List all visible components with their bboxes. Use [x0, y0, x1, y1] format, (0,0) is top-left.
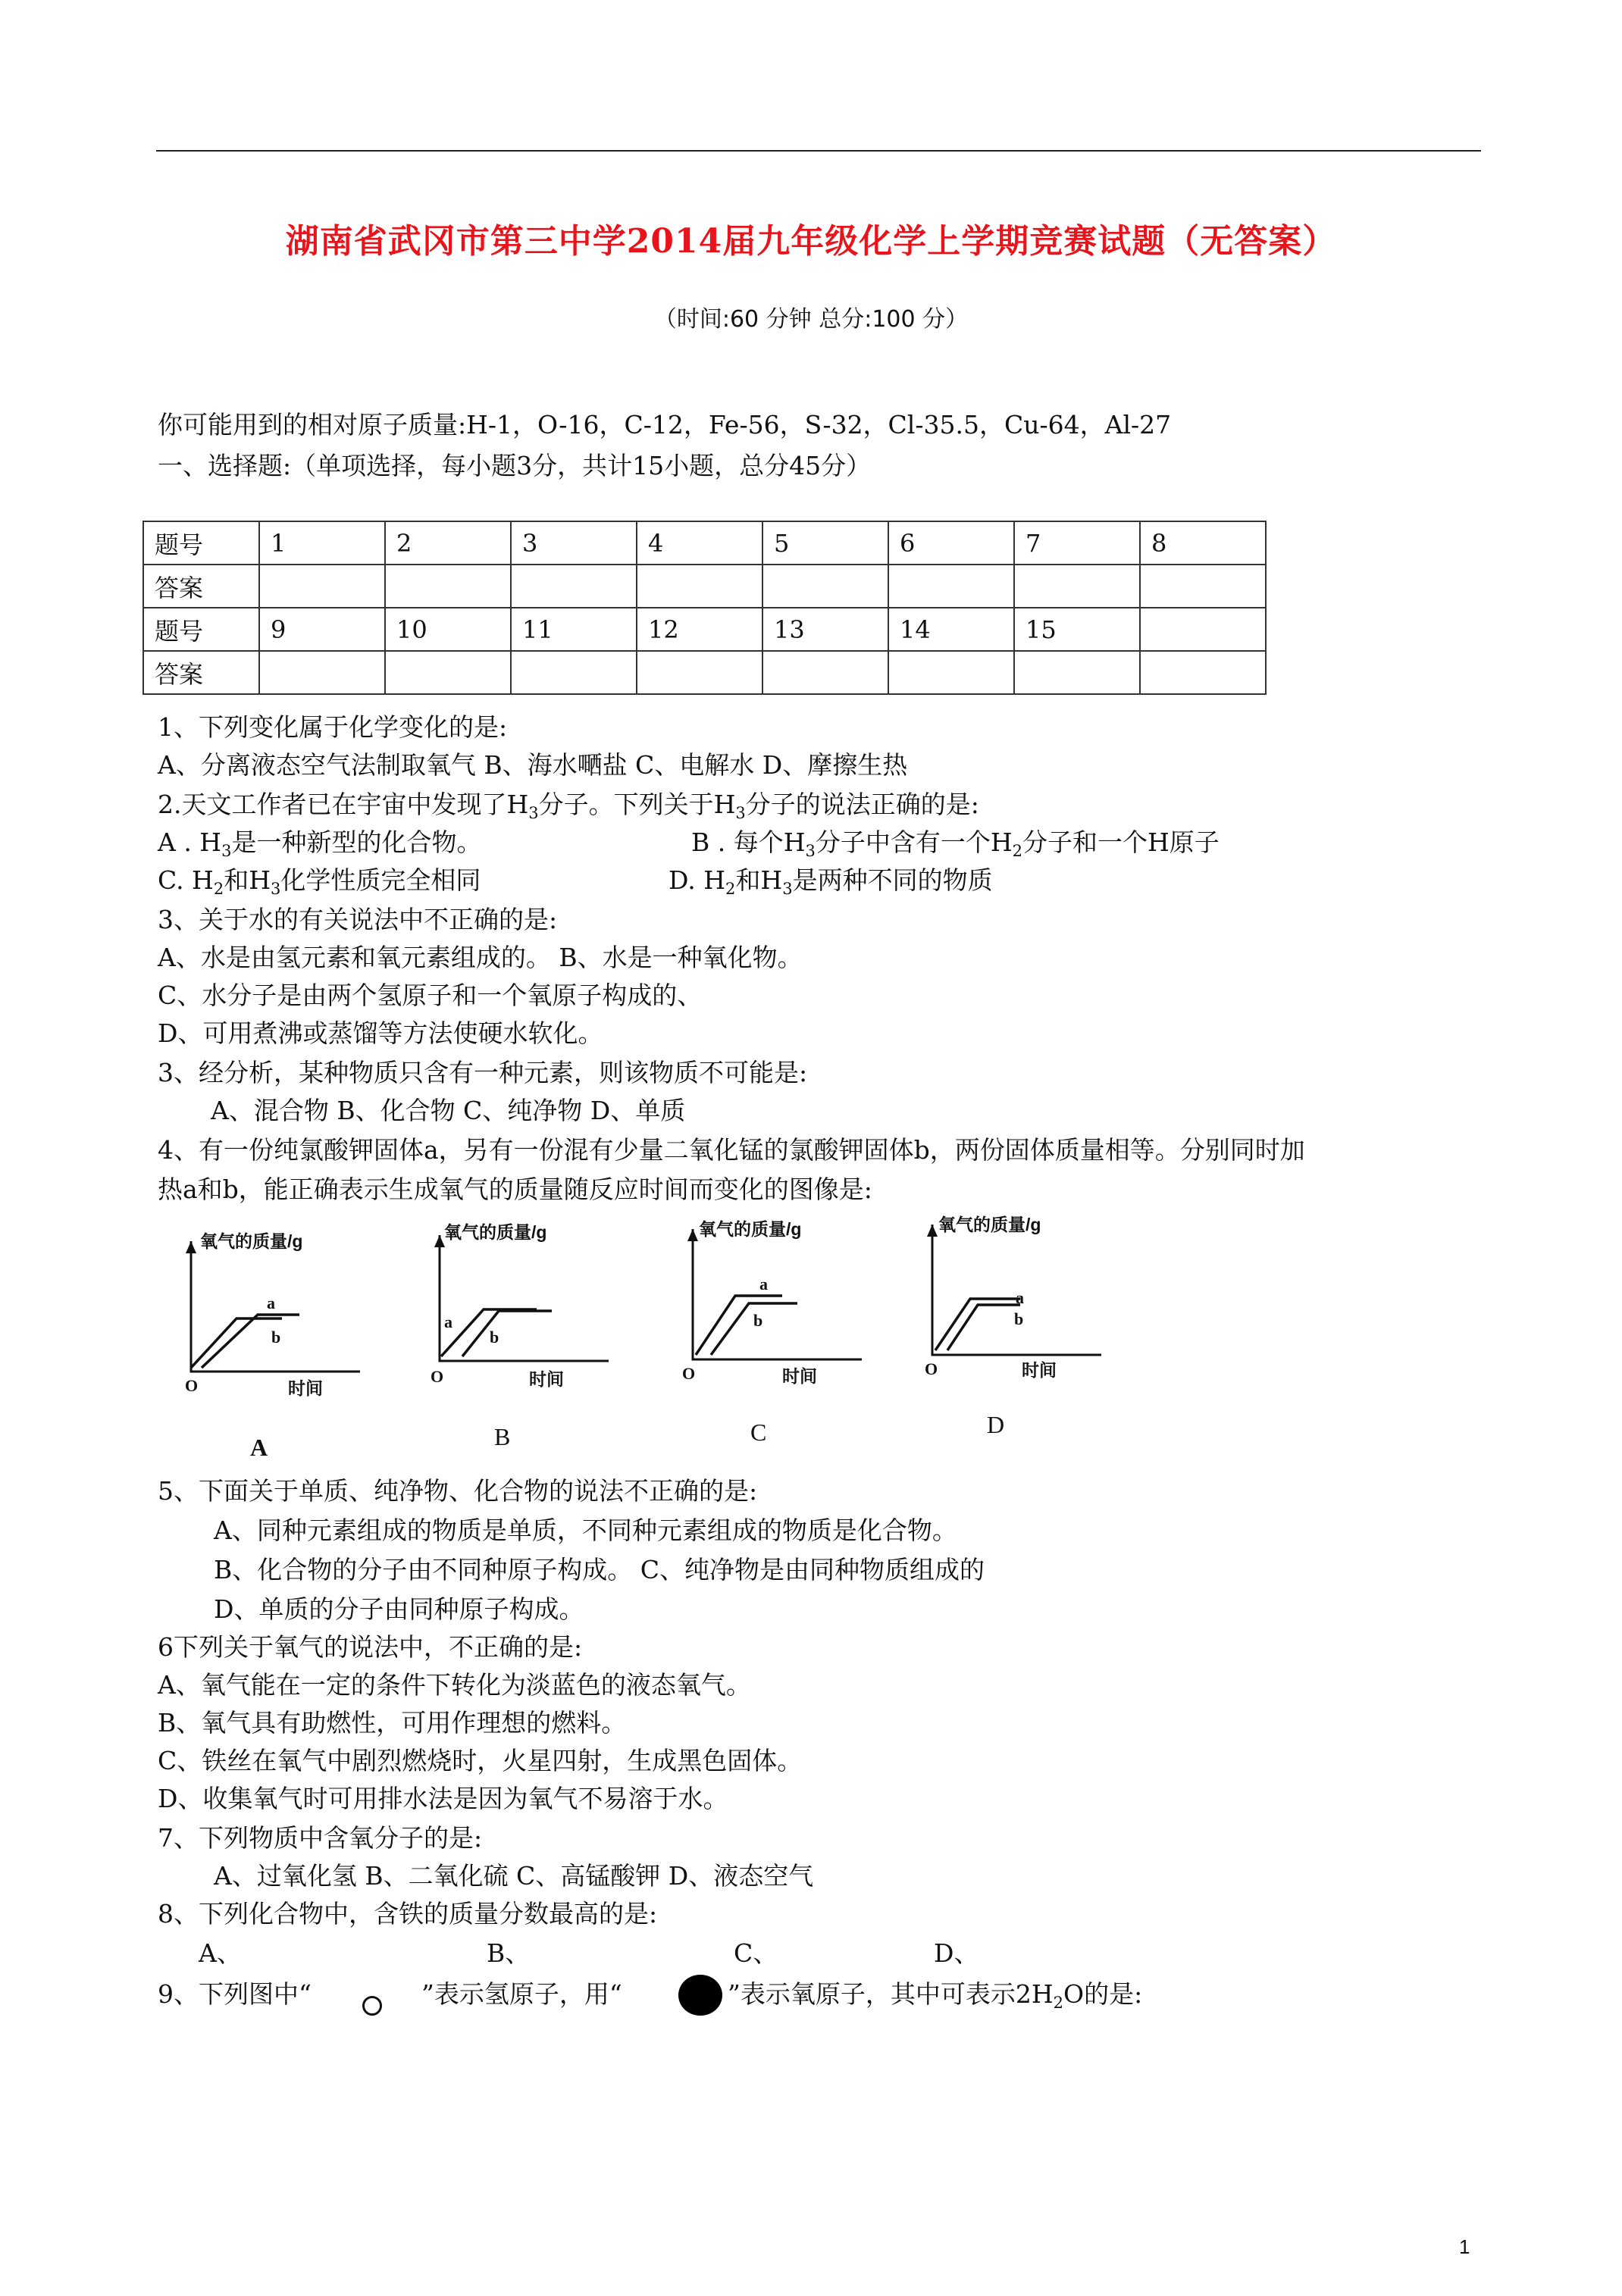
question-3-option-c: C、水分子是由两个氢原子和一个氧原子构成的、 — [158, 981, 703, 1010]
graph-xlabel: 时间 — [288, 1378, 323, 1398]
label-b: b — [490, 1328, 499, 1347]
table-cell — [1140, 608, 1266, 651]
question-9-part-3 — [728, 1979, 1142, 2010]
origin-label: O — [431, 1367, 444, 1386]
y-arrow-icon — [687, 1229, 698, 1241]
answer-cell[interactable] — [385, 651, 511, 694]
table-cell: 15 — [1014, 608, 1140, 651]
label-b: b — [271, 1328, 281, 1347]
question-1: 1、下列变化属于化学变化的是: — [158, 712, 508, 742]
question-3-option-d: D、可用煮沸或蒸馏等方法使硬水软化。 — [158, 1018, 603, 1048]
text: B . 每个H — [691, 827, 806, 857]
y-arrow-icon — [434, 1235, 445, 1247]
text: 是一种新型的化合物。 — [231, 827, 482, 857]
text: D. H — [669, 865, 726, 895]
exam-info: （时间:60 分钟 总分:100 分） — [653, 306, 969, 333]
question-9-part-2: ”表示氢原子，用“ — [421, 1979, 622, 2009]
answer-cell[interactable] — [1140, 565, 1266, 608]
table-cell: 7 — [1014, 521, 1140, 565]
text: O的是: — [1063, 1979, 1143, 2009]
table-cell: 2 — [385, 521, 511, 565]
table-cell: 6 — [888, 521, 1014, 565]
question-8-option-b: B、 — [487, 1938, 531, 1968]
question-2-option-d — [669, 865, 993, 896]
subscript: 3 — [221, 842, 232, 860]
question-8: 8、下列化合物中，含铁的质量分数最高的是: — [158, 1899, 658, 1928]
question-2-option-c — [158, 865, 481, 896]
text: 和H — [735, 865, 783, 895]
y-arrow-icon — [927, 1225, 938, 1237]
subscript: 2 — [1053, 1994, 1064, 2012]
question-5: 5、下面关于单质、纯净物、化合物的说法不正确的是: — [158, 1476, 758, 1506]
subscript: 3 — [782, 880, 793, 898]
answer-cell[interactable] — [762, 651, 888, 694]
graph-ylabel: 氧气的质量/g — [699, 1219, 802, 1239]
question-4-line-1: 4、有一份纯氯酸钾固体a，另有一份混有少量二氧化锰的氯酸钾固体b，两份固体质量相等。分别同时加 — [158, 1135, 1305, 1165]
answer-cell[interactable] — [888, 651, 1014, 694]
question-8-option-a: A、 — [199, 1938, 242, 1968]
origin-label: O — [682, 1364, 696, 1383]
question-6-option-b: B、氧气具有助燃性，可用作理想的燃料。 — [158, 1708, 627, 1738]
table-cell: 题号 — [143, 521, 259, 565]
table-cell: 11 — [511, 608, 637, 651]
subscript: 3 — [735, 804, 746, 822]
text: C. H — [158, 865, 214, 895]
label-b: b — [753, 1311, 763, 1330]
subscript: 2 — [1012, 842, 1023, 860]
table-cell: 答案 — [143, 565, 259, 608]
question-3b-options: A、混合物 B、化合物 C、纯净物 D、单质 — [211, 1096, 686, 1125]
question-3b: 3、经分析，某种物质只含有一种元素，则该物质不可能是: — [158, 1058, 808, 1087]
table-cell: 13 — [762, 608, 888, 651]
graph-c — [676, 1211, 881, 1400]
answer-cell[interactable] — [762, 565, 888, 608]
text: A . H — [158, 827, 222, 857]
question-5-options-bc: B、化合物的分子由不同种原子构成。 C、纯净物是由同种物质组成的 — [214, 1555, 985, 1584]
text: 分子和一个H原子 — [1022, 827, 1220, 857]
table-cell: 4 — [637, 521, 762, 565]
answer-cell[interactable] — [637, 565, 762, 608]
oxygen-atom-icon — [678, 1975, 722, 2016]
table-cell: 12 — [637, 608, 762, 651]
question-6-option-a: A、氧气能在一定的条件下转化为淡蓝色的液态氧气。 — [158, 1670, 751, 1700]
graph-ylabel: 氧气的质量/g — [938, 1215, 1041, 1234]
question-6: 6下列关于氧气的说法中，不正确的是: — [158, 1632, 583, 1662]
table-cell: 5 — [762, 521, 888, 565]
atomic-masses: 你可能用到的相对原子质量:H-1，O-16，C-12，Fe-56，S-32，Cl-35.5，Cu-64，Al-27 — [158, 410, 1172, 439]
curve-b — [191, 1318, 282, 1368]
text: ”表示氧原子，其中可表示2H — [728, 1979, 1054, 2009]
question-2 — [158, 790, 979, 820]
question-5-option-d: D、单质的分子由同种原子构成。 — [214, 1594, 584, 1624]
hydrogen-atom-icon — [362, 1996, 382, 2016]
answer-cell[interactable] — [637, 651, 762, 694]
label-a: a — [759, 1275, 768, 1293]
graph-name-b: B — [494, 1423, 511, 1450]
answer-cell[interactable] — [1140, 651, 1266, 694]
question-6-option-d: D、收集氧气时可用排水法是因为氧气不易溶于水。 — [158, 1784, 728, 1813]
graph-b — [423, 1212, 628, 1402]
text: 和H — [224, 865, 271, 895]
table-cell: 题号 — [143, 608, 259, 651]
graph-d — [916, 1206, 1120, 1396]
subscript: 3 — [271, 880, 281, 898]
question-7-options: A、过氧化氢 B、二氧化硫 C、高锰酸钾 D、液态空气 — [214, 1861, 814, 1891]
table-cell: 3 — [511, 521, 637, 565]
table-cell: 8 — [1140, 521, 1266, 565]
graph-axes — [693, 1229, 862, 1359]
question-3: 3、关于水的有关说法中不正确的是: — [158, 905, 558, 934]
graph-xlabel: 时间 — [529, 1369, 564, 1389]
question-8-option-d: D、 — [934, 1938, 979, 1968]
text: 分子的说法正确的是: — [745, 790, 979, 819]
question-6-option-c: C、铁丝在氧气中剧烈燃烧时，火星四射，生成黑色固体。 — [158, 1746, 803, 1775]
y-arrow-icon — [186, 1241, 196, 1253]
text: 2.天文工作者已在宇宙中发现了H — [158, 790, 529, 819]
table-row — [143, 651, 1266, 694]
answer-cell[interactable] — [1014, 651, 1140, 694]
question-3-options-ab: A、水是由氢元素和氧元素组成的。 B、水是一种氧化物。 — [158, 943, 803, 972]
text: 分子。下列关于H — [538, 790, 736, 819]
text: 是两种不同的物质 — [792, 865, 993, 895]
text: 化学性质完全相同 — [280, 865, 481, 895]
label-a: a — [1016, 1288, 1024, 1307]
answer-cell[interactable] — [511, 565, 637, 608]
table-row — [143, 565, 1266, 608]
page-title: 湖南省武冈市第三中学2014届九年级化学上学期竞赛试题（无答案） — [285, 222, 1337, 261]
curve-b — [947, 1305, 1020, 1350]
question-9-part-1: 9、下列图中“ — [158, 1979, 312, 2009]
graph-ylabel: 氧气的质量/g — [444, 1222, 547, 1242]
answer-cell[interactable] — [259, 651, 385, 694]
section-heading: 一、选择题:（单项选择，每小题3分，共计15小题，总分45分） — [158, 451, 872, 480]
question-2-option-a — [158, 827, 481, 858]
table-cell: 9 — [259, 608, 385, 651]
table-row — [143, 608, 1266, 651]
graph-a — [174, 1220, 379, 1409]
question-2-option-b — [691, 827, 1220, 858]
answer-cell[interactable] — [511, 651, 637, 694]
label-a: a — [444, 1312, 452, 1331]
label-a: a — [267, 1293, 275, 1312]
answer-cell[interactable] — [385, 565, 511, 608]
question-5-option-a: A、同种元素组成的物质是单质，不同种元素组成的物质是化合物。 — [214, 1516, 957, 1545]
answer-table — [142, 521, 1267, 695]
page-number: 1 — [1459, 2235, 1470, 2258]
question-8-option-c: C、 — [734, 1938, 778, 1968]
subscript: 3 — [528, 804, 539, 822]
answer-cell[interactable] — [888, 565, 1014, 608]
graph-name-d: D — [987, 1411, 1005, 1438]
graph-xlabel: 时间 — [782, 1366, 817, 1386]
question-4-line-2: 热a和b，能正确表示生成氧气的质量随反应时间而变化的图像是: — [158, 1175, 872, 1204]
label-b: b — [1014, 1309, 1024, 1328]
graph-name-a: A — [250, 1434, 268, 1461]
table-cell: 10 — [385, 608, 511, 651]
graph-name-c: C — [750, 1419, 767, 1446]
subscript: 2 — [725, 880, 736, 898]
text: 分子中含有一个H — [815, 827, 1013, 857]
question-1-options: A、分离液态空气法制取氧气 B、海水嗮盐 C、电解水 D、摩擦生热 — [158, 750, 908, 780]
subscript: 2 — [213, 880, 224, 898]
header-rule — [156, 150, 1481, 152]
table-cell: 14 — [888, 608, 1014, 651]
origin-label: O — [925, 1359, 938, 1378]
graph-ylabel: 氧气的质量/g — [200, 1231, 303, 1251]
answer-cell[interactable] — [1014, 565, 1140, 608]
subscript: 3 — [805, 842, 816, 860]
origin-label: O — [185, 1376, 199, 1395]
graph-xlabel: 时间 — [1022, 1360, 1057, 1380]
table-cell: 答案 — [143, 651, 259, 694]
table-row — [143, 521, 1266, 565]
curve-a — [441, 1309, 537, 1356]
graph-axes — [440, 1235, 609, 1361]
question-7: 7、下列物质中含氧分子的是: — [158, 1823, 483, 1853]
table-cell: 1 — [259, 521, 385, 565]
answer-cell[interactable] — [259, 565, 385, 608]
